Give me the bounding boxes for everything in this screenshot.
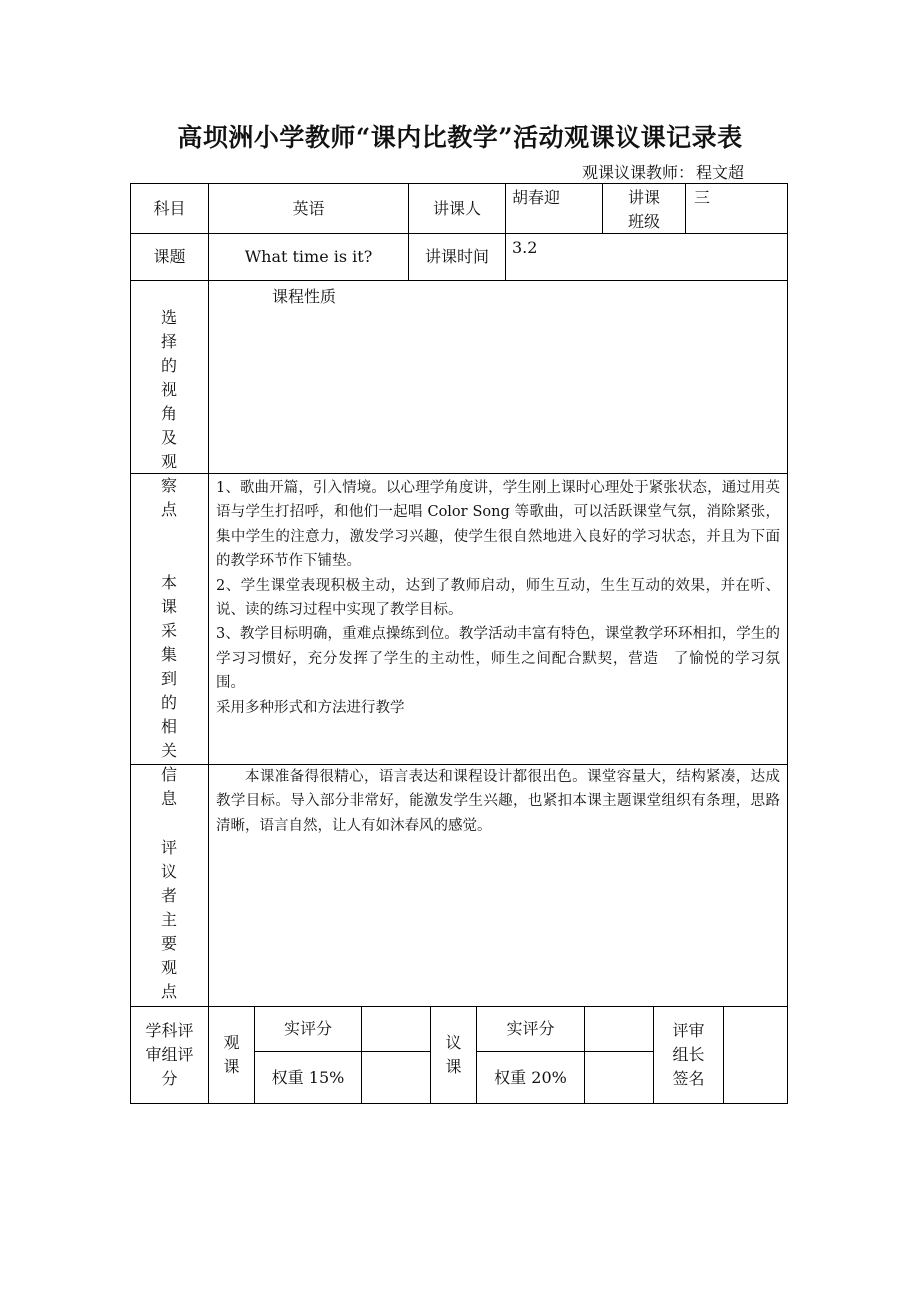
reviewer-label: 评议者主要观点 [160, 838, 177, 1001]
class-label-line-2: 班级 [627, 212, 660, 231]
topic-value: What time is it? [244, 247, 373, 266]
topic-label: 课题 [153, 247, 186, 266]
class-label [603, 186, 685, 234]
perspective-content: 课程性质 [272, 287, 337, 306]
info-paragraph-4: 采用多种形式和方法进行教学 [216, 699, 405, 716]
discuss-label [431, 1007, 476, 1103]
info-content [216, 476, 780, 720]
observe-label [209, 1007, 254, 1103]
discuss-score-label: 实评分 [506, 1019, 555, 1038]
class-value: 三 [694, 188, 711, 207]
subject-label: 科目 [153, 198, 186, 218]
observe-weight-label: 权重 15% [271, 1067, 345, 1087]
class-label-line-1: 讲课 [627, 188, 660, 207]
observer-name: 程文超 [696, 163, 745, 182]
subject-value: 英语 [292, 198, 325, 218]
discuss-weight-label: 权重 20% [494, 1067, 567, 1087]
info-paragraph-2: 2、学生课堂表现积极主动，达到了教师启动，师生互动，生生互动的效果，并在听、说、读的练习过程中实现了教学目标。 [216, 577, 780, 619]
observe-label-text: 观课 [223, 1033, 240, 1076]
time-value: 3.2 [512, 238, 538, 257]
observe-score-label: 实评分 [283, 1019, 332, 1038]
sign-value[interactable] [724, 1007, 787, 1103]
info-paragraph-3: 3、教学目标明确，重难点操练到位。教学活动丰富有特色，课堂教学环环相扣，学生的学习习惯好，充分发挥了学生的主动性，师生之间配合默契，营造 了愉悦的学习氛围。 [216, 626, 780, 692]
observe-score-value[interactable] [362, 1007, 430, 1051]
sign-label-text: 评审组长签名 [672, 1021, 705, 1088]
observer-label: 观课议课教师： [582, 163, 695, 182]
discuss-label-text: 议课 [445, 1033, 462, 1076]
discuss-score-value[interactable] [585, 1007, 653, 1051]
observe-weight-value[interactable] [362, 1052, 430, 1103]
time-label: 讲课时间 [424, 247, 489, 266]
sign-label [654, 1007, 723, 1103]
score-label [131, 1007, 208, 1103]
reviewer-content: 本课准备得很精心，语言表达和课程设计都很出色。课堂容量大，结构紧凑，达成教学目标。导入部分非常好，能激发学生兴趣，也紧扣本课主题课堂组织有条理，思路清晰，语言自然，让人有如沐春风的感觉。 [216, 769, 780, 834]
discuss-weight-value[interactable] [585, 1052, 653, 1103]
teacher-value: 胡春迎 [512, 188, 561, 207]
observer-line [580, 160, 744, 183]
info-label: 本课采集到的相关信息 [160, 573, 177, 808]
teacher-label: 讲课人 [432, 198, 481, 218]
perspective-label: 选择的视角及观察点 [160, 308, 177, 519]
page-title: 高坝洲小学教师“课内比教学”活动观课议课记录表 [177, 123, 743, 152]
score-label-text: 学科评审组评分 [145, 1021, 194, 1088]
info-paragraph-1: 1、歌曲开篇，引入情境。以心理学角度讲，学生刚上课时心理处于紧张状态，通过用英语与学生打招呼，和他们一起唱 Color Song 等歌曲，可以活跃课堂气氛，消除紧张，集中学生的注意力，激发学习兴趣，使学生很自然地进入良好的学习状态，并且为下面的教学环节作下铺垫。 [216, 480, 780, 570]
